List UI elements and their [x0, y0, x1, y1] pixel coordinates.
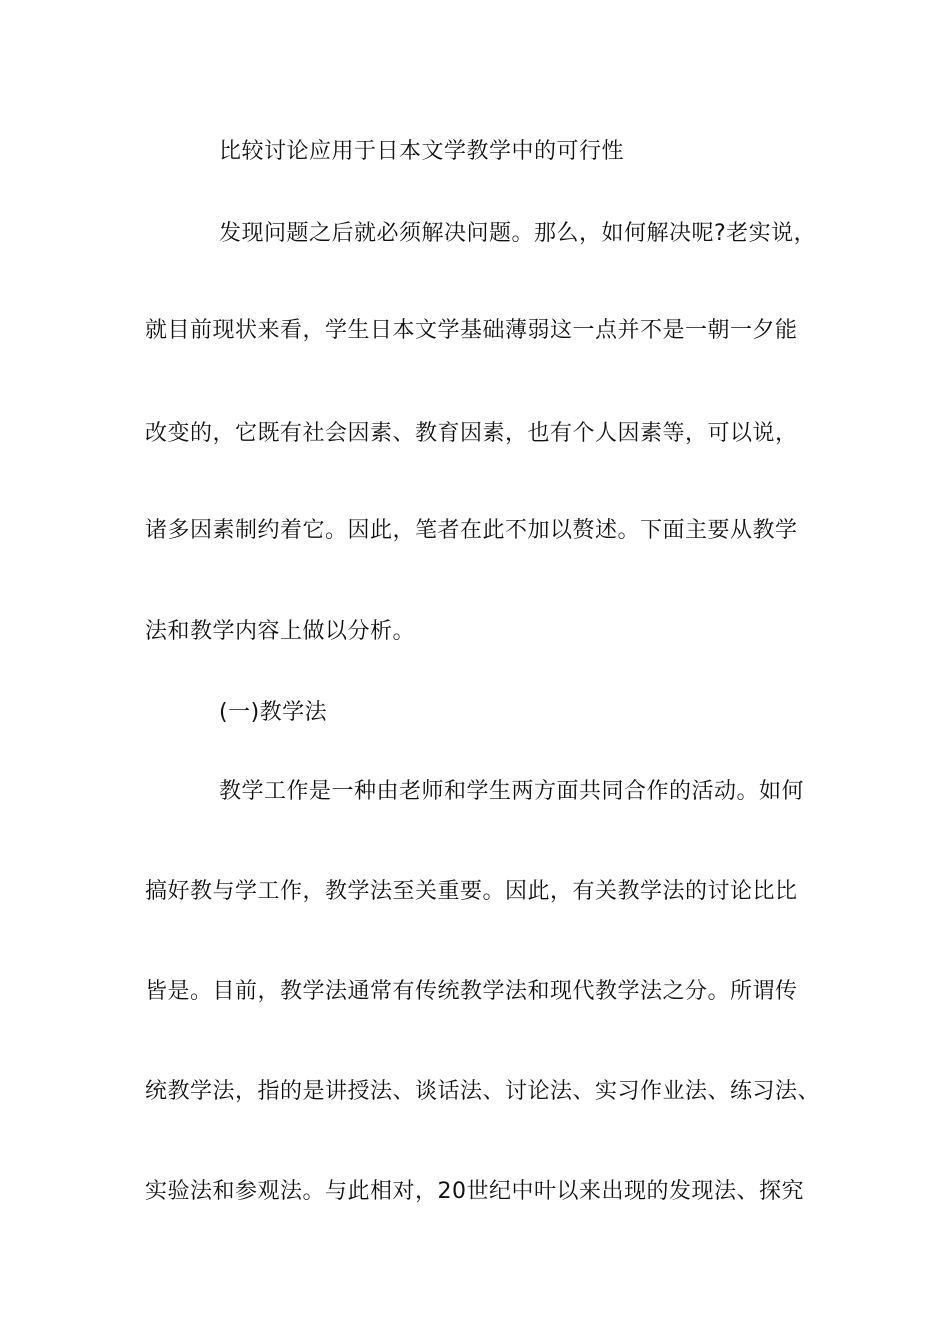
- paragraph-line: 搞好教与学工作，教学法至关重要。因此，有关教学法的讨论比比: [145, 879, 798, 904]
- paragraph-line: 皆是。目前，教学法通常有传统教学法和现代教学法之分。所谓传: [145, 979, 798, 1004]
- paragraph-line: 法和教学内容上做以分析。: [145, 619, 416, 644]
- paragraph-line: 发现问题之后就必须解决问题。那么，如何解决呢?老实说，: [219, 221, 817, 246]
- document-title: 比较讨论应用于日本文学教学中的可行性: [219, 139, 625, 164]
- paragraph-line: 诸多因素制约着它。因此，笔者在此不加以赘述。下面主要从教学: [145, 518, 798, 543]
- paragraph-line: 教学工作是一种由老师和学生两方面共同合作的活动。如何: [219, 779, 805, 804]
- paragraph-line: 就目前现状来看，学生日本文学基础薄弱这一点并不是一朝一夕能: [145, 318, 798, 343]
- paragraph-line: 统教学法，指的是讲授法、谈话法、讨论法、实习作业法、练习法、: [145, 1079, 821, 1104]
- paragraph-line: 实验法和参观法。与此相对，20世纪中叶以来出现的发现法、探究: [145, 1179, 804, 1204]
- paragraph-line: 改变的，它既有社会因素、教育因素，也有个人因素等，可以说，: [145, 421, 798, 446]
- section-heading: (一)教学法: [219, 700, 328, 725]
